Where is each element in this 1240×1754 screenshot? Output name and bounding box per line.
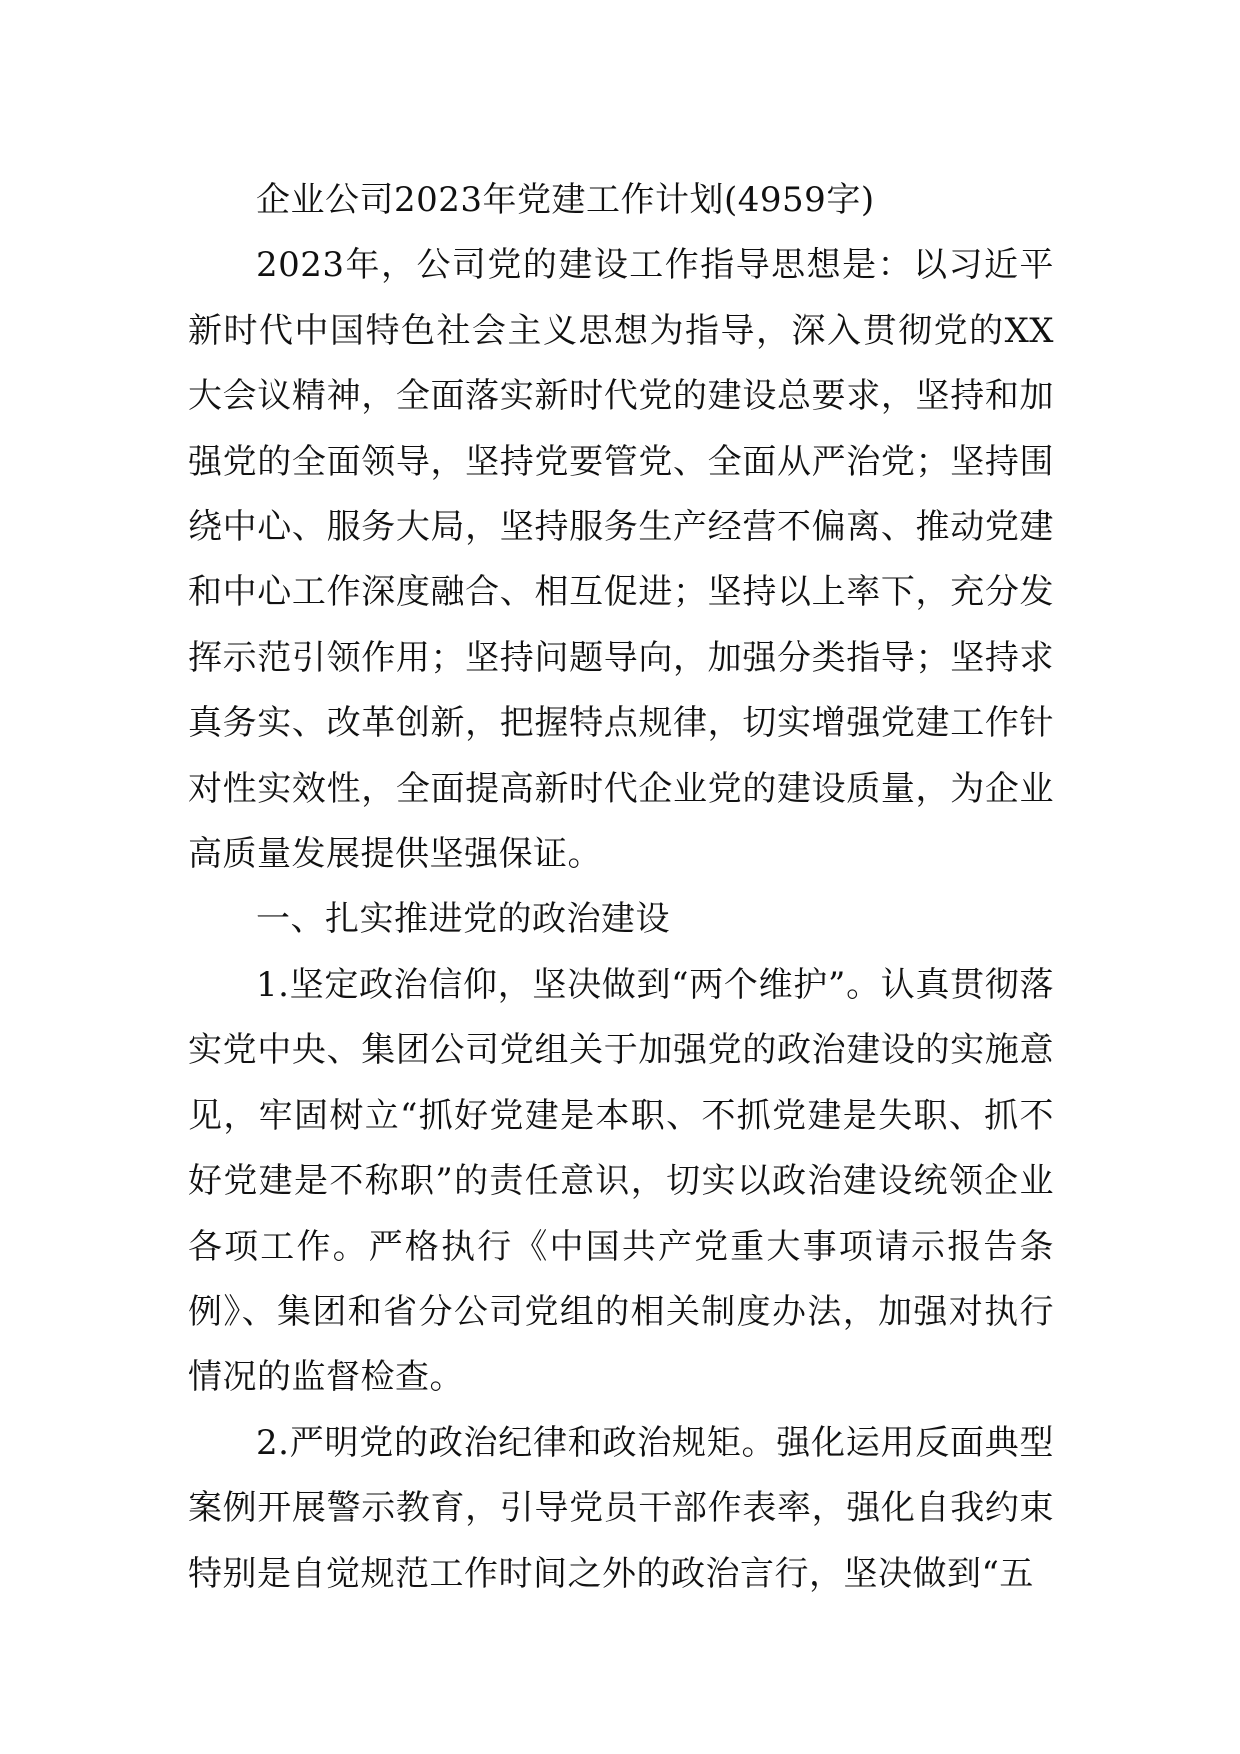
document-title: 企业公司2023年党建工作计划(4959字) xyxy=(256,180,875,220)
section-heading-political-construction: 一、扎实推进党的政治建设 xyxy=(256,899,670,940)
paragraph-item-1: 1.坚定政治信仰，坚决做到“两个维护”。认真贯彻落实党中央、集团公司党组关于加强党的政治建设的实施意见，牢固树立“抓好党建是本职、不抓党建是失职、抓不好党建是不称职”的责任意识，切实以政治建设统领企业各项工作。严格执行《中国共产党重大事项请示报告条例》、集团和省分公司党组的相关制度办法，加强对执行情况的监督检查。 xyxy=(188,964,1054,1398)
paragraph-guiding-ideology: 2023年，公司党的建设工作指导思想是：以习近平新时代中国特色社会主义思想为指导，深入贯彻党的XX大会议精神，全面落实新时代党的建设总要求，坚持和加强党的全面领导，坚持党要管党、全面从严治党；坚持围绕中心、服务大局，坚持服务生产经营不偏离、推动党建和中心工作深度融合、相互促进；坚持以上率下，充分发挥示范引领作用；坚持问题导向，加强分类指导；坚持求真务实、改革创新，把握特点规律，切实增强党建工作针对性实效性，全面提高新时代企业党的建设质量，为企业高质量发展提供坚强保证。 xyxy=(188,245,1054,875)
document-body xyxy=(188,168,1054,1607)
paragraph-item-2: 2.严明党的政治纪律和政治规矩。强化运用反面典型案例开展警示教育，引导党员干部作表率，强化自我约束特别是自觉规范工作时间之外的政治言行，坚决做到“五 xyxy=(188,1422,1054,1594)
